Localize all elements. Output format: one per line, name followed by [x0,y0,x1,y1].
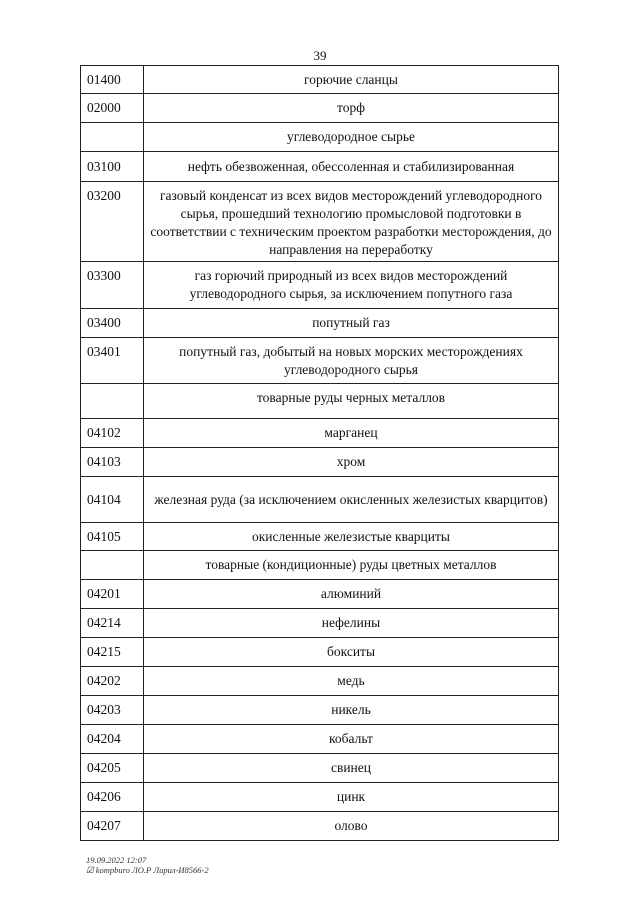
row-name: горючие сланцы [144,66,559,94]
row-name: газ горючий природный из всех видов месторождений углеводородного сырья, за исключением попутного газа [144,262,559,309]
table-row [81,754,559,783]
table-row [81,309,559,338]
row-code: 03401 [81,338,144,384]
row-code: 04102 [81,419,144,448]
codes-table [80,65,559,841]
row-code: 04202 [81,667,144,696]
row-name: олово [144,812,559,841]
row-code: 04206 [81,783,144,812]
row-code [81,123,144,152]
row-name: углеводородное сырье [144,123,559,152]
row-code: 02000 [81,94,144,123]
row-name: товарные (кондиционные) руды цветных металлов [144,551,559,580]
row-name: товарные руды черных металлов [144,384,559,419]
table-row [81,609,559,638]
footer [86,855,209,875]
page-number: 39 [313,48,327,63]
table-row [81,580,559,609]
row-name: свинец [144,754,559,783]
table-row [81,725,559,754]
row-name: алюминий [144,580,559,609]
table-row [81,696,559,725]
table-row [81,667,559,696]
row-code [81,384,144,419]
row-code [81,551,144,580]
footer-date: 19.09.2022 12:07 [86,855,147,865]
table-row [81,66,559,94]
row-code: 03400 [81,309,144,338]
table-row [81,94,559,123]
row-code: 03200 [81,182,144,262]
row-code: 03300 [81,262,144,309]
row-name: марганец [144,419,559,448]
table-row [81,123,559,152]
table-row [81,448,559,477]
row-code: 04201 [81,580,144,609]
table-row [81,638,559,667]
table-row [81,384,559,419]
table-row [81,477,559,523]
table-row [81,523,559,551]
row-code: 04215 [81,638,144,667]
row-name: хром [144,448,559,477]
row-code: 04105 [81,523,144,551]
row-name: цинк [144,783,559,812]
row-name: нефелины [144,609,559,638]
table-row [81,182,559,262]
row-code: 04204 [81,725,144,754]
row-code: 04214 [81,609,144,638]
row-code: 04205 [81,754,144,783]
table-row [81,812,559,841]
row-name: нефть обезвоженная, обессоленная и стабилизированная [144,152,559,182]
row-name: попутный газ [144,309,559,338]
row-name: газовый конденсат из всех видов месторождений углеводородного сырья, прошедший технологию промысловой подготовки в соответствии с техническим проектом разработки месторождения, до направления на переработку [144,182,559,262]
table-body [81,66,559,841]
row-name: попутный газ, добытый на новых морских месторождениях углеводородного сырья [144,338,559,384]
row-code: 04207 [81,812,144,841]
table-row [81,419,559,448]
table-row [81,551,559,580]
row-name: кобальт [144,725,559,754]
table-row [81,152,559,182]
row-name: железная руда (за исключением окисленных железистых кварцитов) [144,477,559,523]
row-name: окисленные железистые кварциты [144,523,559,551]
footer-signature: ☑ kompburo ЛО.Р Лирuл-И8566-2 [86,865,209,875]
row-code: 04104 [81,477,144,523]
table-row [81,262,559,309]
row-code: 03100 [81,152,144,182]
row-name: бокситы [144,638,559,667]
row-code: 04203 [81,696,144,725]
row-name: медь [144,667,559,696]
table-row [81,783,559,812]
row-name: торф [144,94,559,123]
row-code: 01400 [81,66,144,94]
row-code: 04103 [81,448,144,477]
row-name: никель [144,696,559,725]
table-row [81,338,559,384]
